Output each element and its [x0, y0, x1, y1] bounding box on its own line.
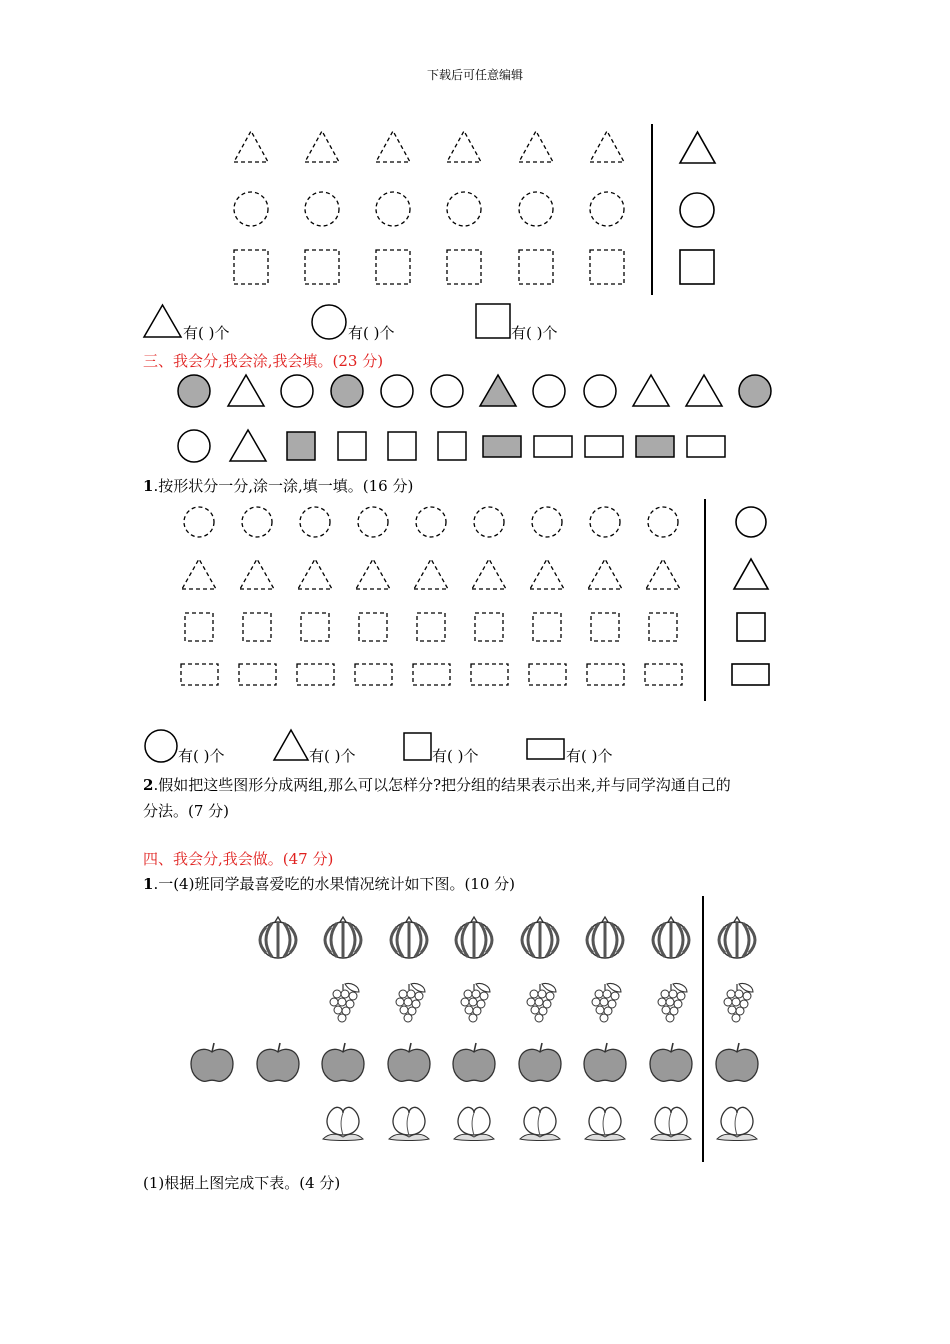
peach-icon: [651, 1107, 691, 1140]
dashed-circle: [590, 507, 620, 537]
rectangle-icon: [526, 738, 566, 762]
dashed-rectangle: [297, 664, 334, 685]
triangle-icon: [273, 729, 309, 761]
apple-icon: [453, 1043, 495, 1081]
grape-icon: [461, 983, 490, 1022]
dashed-circle: [305, 192, 339, 226]
dashed-circle: [300, 507, 330, 537]
fruit-pictograph: [0, 890, 950, 1170]
dashed-triangle: [414, 559, 448, 589]
dashed-square: [243, 613, 271, 641]
peach-icon: [389, 1107, 429, 1140]
apple-icon: [322, 1043, 364, 1081]
dashed-circle: [532, 507, 562, 537]
section4-title: 四、我会分,我会做。(47 分): [143, 850, 334, 868]
s4-q1-number: 1: [143, 875, 154, 893]
dashed-square: [519, 250, 553, 284]
q1-circle-label: 有( )个: [178, 747, 225, 765]
watermelon-icon: [522, 917, 558, 958]
dashed-triangle: [530, 559, 564, 589]
circle-count-label: 有( )个: [348, 324, 395, 342]
dashed-circle: [648, 507, 678, 537]
square-shape: [287, 432, 315, 460]
dashed-square: [417, 613, 445, 641]
dashed-circle: [519, 192, 553, 226]
apple-icon: [191, 1043, 233, 1081]
rectangle-shape: [585, 436, 623, 457]
apple-icon: [257, 1043, 299, 1081]
grape-icon: [592, 983, 621, 1022]
dashed-circle: [416, 507, 446, 537]
triangle-shape: [228, 375, 264, 406]
circle-shape: [331, 375, 363, 407]
dashed-rectangle: [471, 664, 508, 685]
peach-icon: [520, 1107, 560, 1140]
triangle-shape: [686, 375, 722, 406]
dashed-triangle: [356, 559, 390, 589]
dashed-square: [447, 250, 481, 284]
dashed-square: [533, 613, 561, 641]
shape-trace-grid: [0, 0, 950, 300]
dashed-triangle: [182, 559, 216, 589]
section3-q1: [143, 475, 413, 496]
dashed-circle: [376, 192, 410, 226]
section3-q2-line1: [143, 774, 731, 795]
grape-icon: [658, 983, 687, 1022]
square-shape: [338, 432, 366, 460]
watermelon-icon: [456, 917, 492, 958]
triangle-count-label: 有( )个: [183, 324, 230, 342]
circle-shape: [739, 375, 771, 407]
dashed-rectangle: [355, 664, 392, 685]
q1-square-label: 有( )个: [432, 747, 479, 765]
dashed-circle: [234, 192, 268, 226]
circle-shape: [178, 375, 210, 407]
dashed-square: [475, 613, 503, 641]
q2-number: 2: [143, 776, 154, 794]
square-icon: [475, 303, 511, 339]
dashed-rectangle: [645, 664, 682, 685]
dashed-square: [376, 250, 410, 284]
section3-title: 三、我会分,我会涂,我会填。(23 分): [143, 352, 384, 370]
dashed-circle: [447, 192, 481, 226]
sort-shapes-grid: [0, 495, 950, 715]
dashed-square: [649, 613, 677, 641]
circle-shape: [178, 430, 210, 462]
dashed-square: [234, 250, 268, 284]
page-header: 下载后可任意编辑: [426, 68, 523, 82]
peach-icon: [585, 1107, 625, 1140]
circle-icon: [144, 729, 178, 763]
apple-icon: [388, 1043, 430, 1081]
dashed-triangle: [298, 559, 332, 589]
peach-icon: [454, 1107, 494, 1140]
square-shape: [438, 432, 466, 460]
circle-shape: [533, 375, 565, 407]
apple-icon: [519, 1043, 561, 1081]
section3-q2-line2: 分法。(7 分): [143, 802, 230, 820]
q1-number: 1: [143, 477, 154, 495]
grape-icon: [330, 983, 359, 1022]
dashed-square: [305, 250, 339, 284]
square-shape: [388, 432, 416, 460]
dashed-triangle: [472, 559, 506, 589]
circle-shape: [281, 375, 313, 407]
grape-icon: [527, 983, 556, 1022]
q1-text: .按形状分一分,涂一涂,填一填。(16 分): [153, 477, 414, 495]
dashed-square: [301, 613, 329, 641]
circle-icon: [311, 304, 347, 340]
rectangle-shape: [636, 436, 674, 457]
dashed-triangle: [240, 559, 274, 589]
dashed-square: [359, 613, 387, 641]
watermelon-icon: [391, 917, 427, 958]
dashed-triangle: [447, 131, 481, 162]
triangle-icon: [143, 304, 183, 338]
peach-icon: [323, 1107, 363, 1140]
dashed-rectangle: [239, 664, 276, 685]
dashed-rectangle: [529, 664, 566, 685]
dashed-triangle: [234, 131, 268, 162]
circle-shape: [431, 375, 463, 407]
apple-icon: [584, 1043, 626, 1081]
q1-rect-label: 有( )个: [566, 747, 613, 765]
dashed-square: [590, 250, 624, 284]
watermelon-icon: [260, 917, 296, 958]
rectangle-shape: [483, 436, 521, 457]
square-icon: [403, 732, 433, 762]
dashed-triangle: [519, 131, 553, 162]
dashed-square: [591, 613, 619, 641]
dashed-circle: [590, 192, 624, 226]
mixed-shapes-rows: [0, 370, 950, 470]
dashed-triangle: [646, 559, 680, 589]
q1-triangle-label: 有( )个: [309, 747, 356, 765]
triangle-shape: [633, 375, 669, 406]
circle-shape: [584, 375, 616, 407]
triangle-shape: [230, 430, 266, 461]
square-count-label: 有( )个: [511, 324, 558, 342]
circle-shape: [381, 375, 413, 407]
dashed-circle: [184, 507, 214, 537]
dashed-circle: [242, 507, 272, 537]
rectangle-shape: [687, 436, 725, 457]
s4-q1-text: .一(4)班同学最喜爱吃的水果情况统计如下图。(10 分): [153, 875, 516, 893]
grape-icon: [396, 983, 425, 1022]
triangle-shape: [480, 375, 516, 406]
dashed-square: [185, 613, 213, 641]
dashed-rectangle: [587, 664, 624, 685]
dashed-triangle: [305, 131, 339, 162]
dashed-circle: [474, 507, 504, 537]
watermelon-icon: [325, 917, 361, 958]
dashed-triangle: [588, 559, 622, 589]
dashed-triangle: [376, 131, 410, 162]
apple-icon: [650, 1043, 692, 1081]
rectangle-shape: [534, 436, 572, 457]
dashed-circle: [358, 507, 388, 537]
q2-text: .假如把这些图形分成两组,那么可以怎样分?把分组的结果表示出来,并与同学沟通自己的: [153, 776, 731, 794]
dashed-rectangle: [181, 664, 218, 685]
dashed-triangle: [590, 131, 624, 162]
section4-sub1: (1)根据上图完成下表。(4 分): [143, 1174, 341, 1192]
watermelon-icon: [587, 917, 623, 958]
dashed-rectangle: [413, 664, 450, 685]
watermelon-icon: [653, 917, 689, 958]
